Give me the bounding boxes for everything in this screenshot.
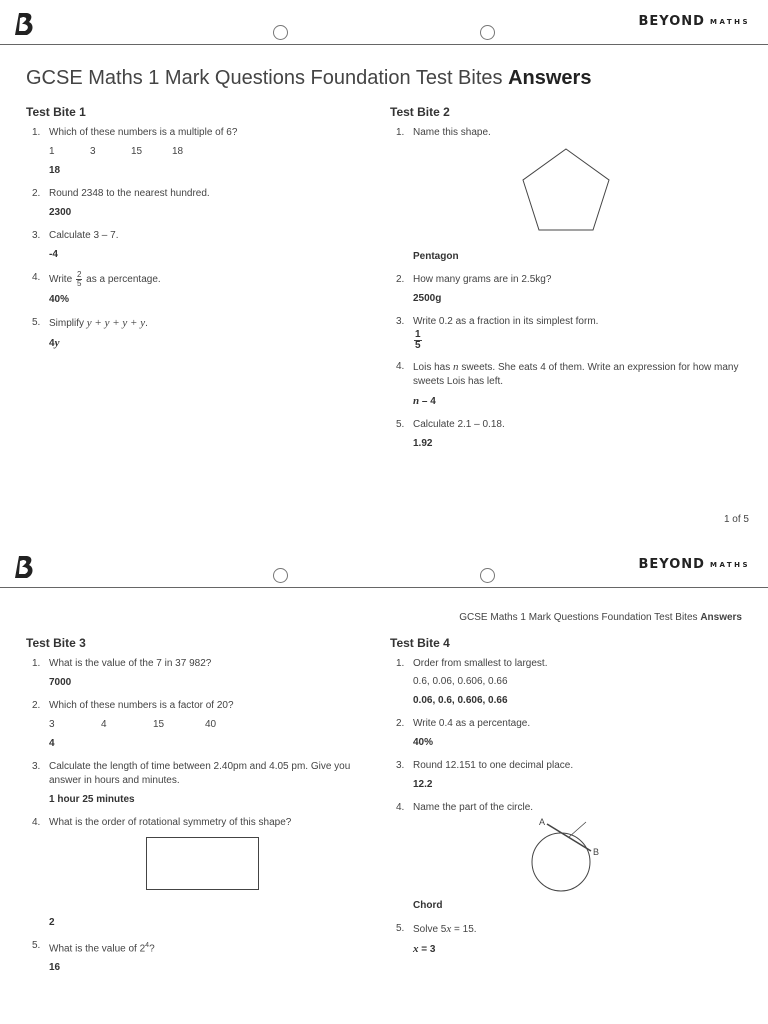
answer: Chord	[413, 900, 443, 911]
question-item: 4. Lois has n sweets. She eats 4 of them. Write an expression for how many sweets Lois has left. n – 4	[396, 361, 739, 407]
rectangle-shape	[49, 830, 369, 906]
answer: -4	[49, 249, 58, 260]
answer: 12.2	[413, 779, 433, 790]
point-label-a: A	[539, 817, 546, 827]
brand-wordmark: BEYOND MATHS	[638, 557, 750, 572]
question-item: 1. Which of these numbers is a multiple of 6? 1 3 15 18 18	[26, 126, 376, 178]
question-item: 5. Simplify y + y + y + y. 4y	[26, 316, 376, 351]
question-item: 3. Calculate 3 – 7. -4	[26, 229, 376, 262]
question-item: 3. Calculate the length of time between 2.40pm and 4.05 pm. Give you answer in hours and minutes. 1 hour 25 minutes	[26, 760, 376, 807]
page-number: 1 of 5	[723, 514, 749, 525]
punch-hole-icon	[273, 25, 288, 40]
running-title: GCSE Maths 1 Mark Questions Foundation Test Bites Answers	[459, 612, 742, 623]
question-item: 2. How many grams are in 2.5kg? 2500g	[390, 273, 740, 306]
answer: Pentagon	[413, 251, 459, 262]
question-item: 5. What is the value of $2^4$? 16	[26, 939, 376, 975]
question-item: 3. Write 0.2 as a fraction in its simplest form. $\frac{1}{5}$	[390, 315, 740, 351]
beyond-logo-icon	[14, 555, 36, 579]
section-title: Test Bite 3	[26, 636, 86, 650]
section-title: Test Bite 2	[390, 105, 450, 119]
punch-hole-icon	[480, 25, 495, 40]
circle-chord-diagram	[413, 817, 733, 897]
options-row: 3 4 15 40	[49, 719, 217, 730]
page-2	[0, 543, 768, 1024]
beyond-logo-icon	[14, 12, 36, 36]
answer: 2	[49, 917, 55, 928]
answer: 16	[49, 962, 61, 974]
section-title: Test Bite 1	[26, 105, 86, 119]
answer: 1 hour 25 minutes	[49, 794, 135, 805]
answer	[413, 330, 740, 351]
question-item: 4. Name the part of the circle. A B Chord	[390, 801, 740, 913]
question-item: 1. What is the value of the 7 in 37 982? 7000	[26, 657, 376, 690]
question-item: 5. Solve 5x = 15. x = 3	[390, 922, 740, 957]
answer: 18	[49, 165, 61, 176]
answer: 2300	[49, 207, 72, 218]
punch-hole-icon	[480, 568, 495, 583]
question-item: 4. Write $\frac{2}{5}$ as a percentage. 40%	[26, 271, 376, 307]
pentagon-shape	[413, 144, 733, 244]
question-item: 1. Name this shape. Pentagon	[390, 126, 740, 264]
question-item: 2. Which of these numbers is a factor of 20? 3 4 15 40 4	[26, 699, 376, 751]
page-header	[0, 543, 768, 588]
answer: x = 3	[413, 943, 436, 955]
answer: 4y	[49, 337, 60, 349]
question-item: 1. Order from smallest to largest. 0.6, 0.06, 0.606, 0.66 0.06, 0.6, 0.606, 0.66	[390, 657, 740, 708]
page-header	[0, 0, 768, 45]
section-title: Test Bite 4	[390, 636, 450, 650]
brand-wordmark: BEYOND MATHS	[638, 14, 750, 29]
answer: 2500g	[413, 293, 442, 304]
question-item: 2. Write 0.4 as a percentage. 40%	[390, 717, 740, 750]
point-label-b: B	[593, 847, 600, 857]
test-bite-2	[390, 105, 740, 460]
answer: 40%	[49, 294, 70, 305]
test-bite-4	[390, 636, 740, 966]
question-item: 4. What is the order of rotational symmetry of this shape? 2	[26, 816, 376, 930]
fraction: $\frac{2}{5}$	[76, 270, 82, 288]
answer: 0.06, 0.6, 0.606, 0.66	[413, 695, 508, 706]
answer: 4	[49, 738, 55, 749]
answer: 7000	[49, 677, 72, 688]
test-bite-3	[26, 636, 376, 984]
punch-hole-icon	[273, 568, 288, 583]
answer: 40%	[413, 737, 434, 748]
fraction: $\frac{1}{5}$	[415, 329, 421, 351]
answer: n – 4	[413, 395, 436, 407]
answer: 1.92	[413, 438, 433, 449]
test-bite-1	[26, 105, 376, 360]
page-title: GCSE Maths 1 Mark Questions Foundation Test Bites Answers	[26, 67, 592, 89]
options-row: 1 3 15 18	[49, 146, 184, 157]
question-item: 2. Round 2348 to the nearest hundred. 2300	[26, 187, 376, 220]
question-item: 3. Round 12.151 to one decimal place. 12.2	[390, 759, 740, 792]
question-item: 5. Calculate 2.1 – 0.18. 1.92	[390, 418, 740, 451]
